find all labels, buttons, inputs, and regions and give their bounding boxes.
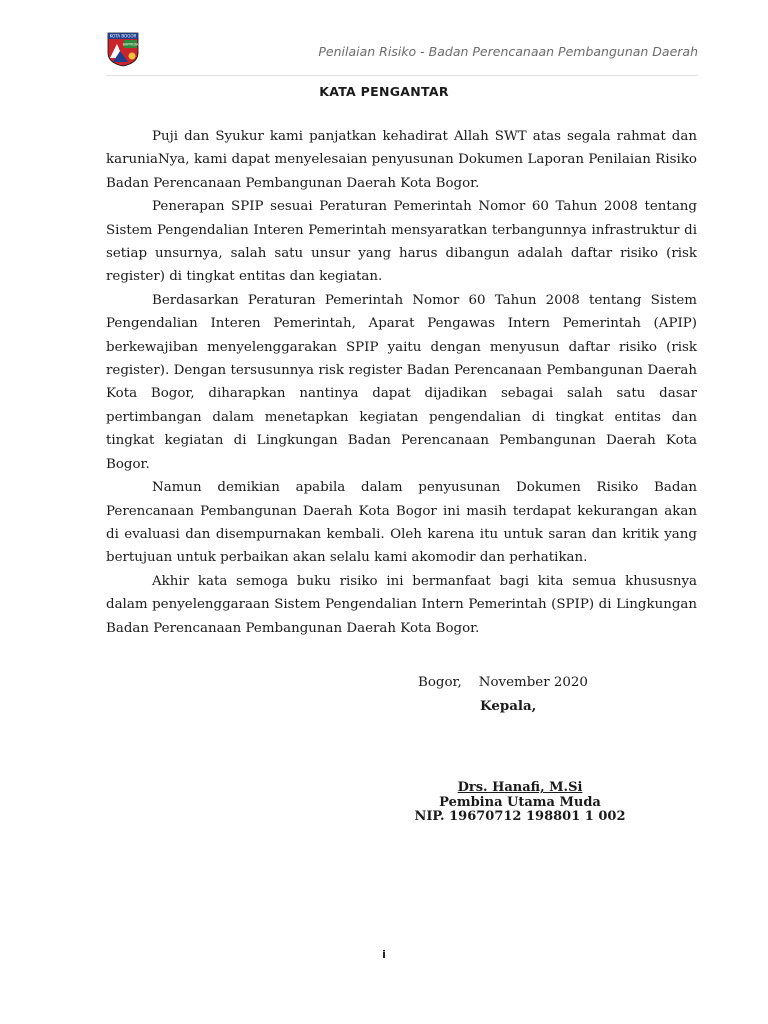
paragraph-1: Puji dan Syukur kami panjatkan kehadirat Allah SWT atas segala rahmat dan karuniaNya, kami dapat menyelesaian penyusunan Dokumen Laporan Penilaian Risiko Badan Perencanaan Pembangunan Daerah Kota Bogor. [106, 129, 697, 191]
signer-rank: Pembina Utama Muda [439, 794, 601, 810]
paragraph-2: Penerapan SPIP sesuai Peraturan Pemerintah Nomor 60 Tahun 2008 tentang Sistem Pengendalian Interen Pemerintah mensyaratkan terbangunnya infrastruktur di setiap unsurnya, salah satu unsur yang harus dibangun adalah daftar risiko (risk register) di tingkat entitas dan kegiatan. [106, 199, 697, 285]
logo-text-top: KOTA BOGOR [109, 33, 137, 39]
signer-block [380, 781, 660, 825]
header-divider [106, 75, 698, 76]
signature-position: Kepala, [480, 698, 537, 714]
running-header: Penilaian Risiko - Badan Perencanaan Pembangunan Daerah [318, 44, 698, 59]
paragraph-3: Berdasarkan Peraturan Pemerintah Nomor 60 Tahun 2008 tentang Sistem Pengendalian Interen Pemerintah, Aparat Pengawas Intern Pemerintah (APIP) berkewajiban menyelenggarakan SPIP yaitu dengan menyusun daftar risiko (risk register). Dengan tersusunnya risk register Badan Perencanaan Pembangunan Daerah Kota Bogor, diharapkan nantinya dapat dijadikan sebagai salah satu dasar pertimbangan dalam menetapkan kegiatan pengendalian di tingkat entitas dan tingkat kegiatan di Lingkungan Badan Perencanaan Pembangunan Daerah Kota Bogor. [106, 292, 697, 472]
signer-name: Drs. Hanafi, M.Si [457, 780, 583, 795]
signature-place-date: Bogor, November 2020 [418, 675, 588, 690]
page-number: i [382, 948, 386, 961]
paragraph-5: Akhir kata semoga buku risiko ini bermanfaat bagi kita semua khususnya dalam penyelenggaraan Sistem Pengendalian Intern Pemerintah (SPIP) di Lingkungan Badan Perencanaan Pembangunan Daerah Kota Bogor. [106, 573, 697, 636]
document-title: KATA PENGANTAR [319, 84, 449, 99]
signer-nip: NIP. 19670712 198801 1 002 [414, 809, 626, 824]
bogor-city-logo [106, 31, 140, 67]
paragraph-4: Namun demikian apabila dalam penyusunan Dokumen Risiko Badan Perencanaan Pembangunan Daerah Kota Bogor ini masih terdapat kekurangan akan di evaluasi dan disempurnakan kembali. Oleh karena itu untuk saran dan kritik yang bertujuan untuk perbaikan akan selalu kami akomodir dan perhatikan. [106, 480, 697, 566]
document-body [106, 125, 697, 640]
logo-text-mid: BAPPEDA [122, 42, 139, 47]
